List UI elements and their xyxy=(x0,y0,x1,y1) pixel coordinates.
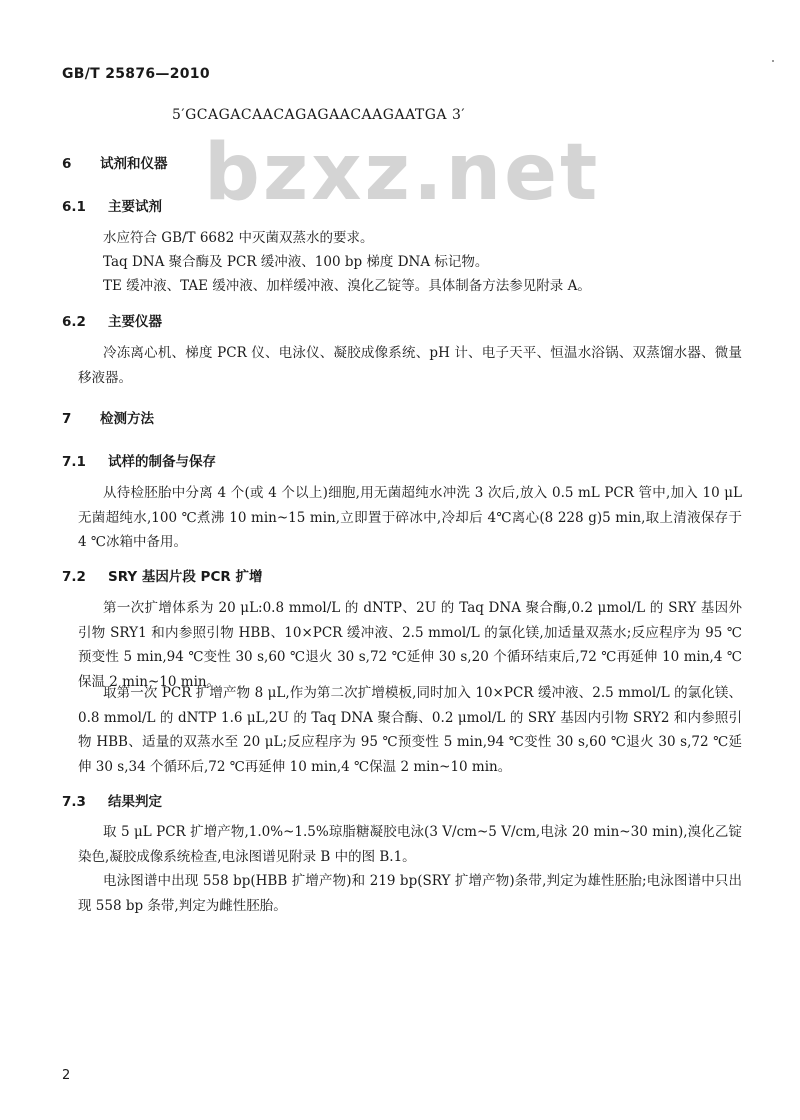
section-number: 7.2 xyxy=(62,569,86,585)
section-number: 6 xyxy=(62,156,72,172)
watermark: bzxz.net xyxy=(204,128,601,218)
paragraph: Taq DNA 聚合酶及 PCR 缓冲液、100 bp 梯度 DNA 标记物。 xyxy=(103,254,489,270)
paragraph: 取第一次 PCR 扩增产物 8 μL,作为第二次扩增模板,同时加入 10×PCR 缓冲液、2.5 mmol/L 的氯化镁、0.8 mmol/L 的 dNTP 1.6 μL,2U 的 Taq DNA 聚合酶、0.2 μmol/L 的 SRY 基因内引物 SRY2 和内参照引物 HBB、适量的双蒸水至 20 μL;反应程序为 95 ℃预变性 5 min,94 ℃变性 30 s,60 ℃退火 30 s,72 ℃延伸 30 s,34 个循环后,72 ℃再延伸 10 min,4 ℃保温 2 min~10 min。 xyxy=(78,685,742,775)
paragraph: TE 缓冲液、TAE 缓冲液、加样缓冲液、溴化乙锭等。具体制备方法参见附录 A。 xyxy=(103,278,591,294)
section-heading-6 xyxy=(62,152,168,172)
standard-code: GB/T 25876—2010 xyxy=(62,66,210,82)
section-heading-6-2 xyxy=(62,310,162,330)
section-number: 7.1 xyxy=(62,454,86,470)
section-number: 7.3 xyxy=(62,794,86,810)
section-number: 6.2 xyxy=(62,314,86,330)
section-title: 结果判定 xyxy=(108,794,162,810)
section-heading-7-3 xyxy=(62,790,162,810)
section-title: 主要试剂 xyxy=(108,199,162,215)
page-number: 2 xyxy=(62,1068,71,1083)
section-title: 主要仪器 xyxy=(108,314,162,330)
paragraph: 第一次扩增体系为 20 μL:0.8 mmol/L 的 dNTP、2U 的 Taq DNA 聚合酶,0.2 μmol/L 的 SRY 基因外引物 SRY1 和内参照引物 HBB、10×PCR 缓冲液、2.5 mmol/L 的氯化镁,加适量双蒸水;反应程序为 95 ℃预变性 5 min,94 ℃变性 30 s,60 ℃退火 30 s,72 ℃延伸 30 s,20 个循环结束后,72 ℃再延伸 10 min,4 ℃保温 2 min~10 min。 xyxy=(78,600,742,690)
section-title: SRY 基因片段 PCR 扩增 xyxy=(108,569,263,585)
paragraph: 冷冻离心机、梯度 PCR 仪、电泳仪、凝胶成像系统、pH 计、电子天平、恒温水浴锅、双蒸馏水器、微量移液器。 xyxy=(78,345,742,386)
paragraph: 取 5 μL PCR 扩增产物,1.0%~1.5%琼脂糖凝胶电泳(3 V/cm~5 V/cm,电泳 20 min~30 min),溴化乙锭染色,凝胶成像系统检查,电泳图谱见附录 B 中的图 B.1。 xyxy=(78,824,742,865)
section-heading-7-2 xyxy=(62,565,262,585)
section-heading-6-1 xyxy=(62,195,162,215)
paragraph: 电泳图谱中出现 558 bp(HBB 扩增产物)和 219 bp(SRY 扩增产物)条带,判定为雄性胚胎;电泳图谱中只出现 558 bp 条带,判定为雌性胚胎。 xyxy=(78,873,742,914)
scan-speck xyxy=(772,60,774,62)
section-title: 检测方法 xyxy=(100,411,154,427)
section-title: 试样的制备与保存 xyxy=(108,454,216,470)
paragraph: 从待检胚胎中分离 4 个(或 4 个以上)细胞,用无菌超纯水冲洗 3 次后,放入 0.5 mL PCR 管中,加入 10 μL 无菌超纯水,100 ℃煮沸 10 min~15 min,立即置于碎冰中,冷却后 4℃离心(8 228 g)5 min,取上清液保存于 4 ℃冰箱中备用。 xyxy=(78,485,742,550)
section-heading-7 xyxy=(62,407,154,427)
section-heading-7-1 xyxy=(62,450,216,470)
section-number: 7 xyxy=(62,411,72,427)
paragraph: 水应符合 GB/T 6682 中灭菌双蒸水的要求。 xyxy=(103,230,374,246)
primer-sequence: 5′GCAGACAACAGAGAACAAGAATGA 3′ xyxy=(172,107,466,123)
section-title: 试剂和仪器 xyxy=(100,156,168,172)
section-number: 6.1 xyxy=(62,199,86,215)
